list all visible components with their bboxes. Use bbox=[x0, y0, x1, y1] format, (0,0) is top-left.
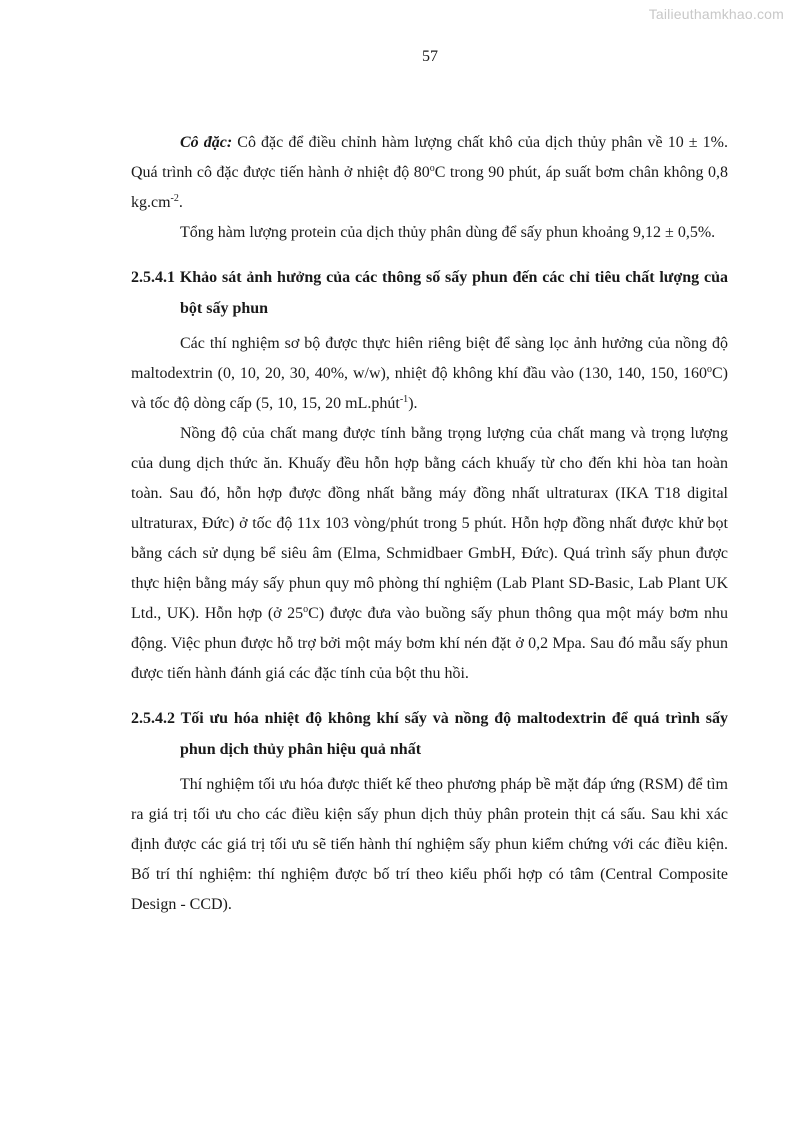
superscript: o bbox=[429, 163, 435, 174]
page-number: 57 bbox=[422, 48, 438, 65]
paragraph-text: ). bbox=[408, 395, 418, 412]
paragraph-optimization: Thí nghiệm tối ưu hóa được thiết kế theo phương pháp bề mặt đáp ứng (RSM) để tìm ra giá trị tối ưu cho các điều kiện sấy phun dịch thủy phân protein thịt cá sấu. Sau khi xác định được các giá trị tối ưu sẽ tiến hành thí nghiệm sấy phun kiểm chứng với các điều kiện. Bố trí thí nghiệm: thí nghiệm được bố trí theo kiểu phối hợp có tâm (Central Composite Design - CCD). bbox=[131, 776, 728, 913]
superscript: o bbox=[707, 364, 712, 375]
paragraph-text: C trong 90 phút, áp suất bơm chân không 0,8 kg.cm bbox=[131, 164, 728, 211]
paragraph-text: Các thí nghiệm sơ bộ được thực hiên riêng biệt để sàng lọc ảnh hưởng của nồng độ maltodextrin (0, 10, 20, 30, 40%, w/w), nhiệt độ không khí đầu vào (130, 140, 150, 160 bbox=[131, 335, 728, 382]
paragraph-protein-content: Tổng hàm lượng protein của dịch thủy phân dùng để sấy phun khoảng 9,12 ± 0,5%. bbox=[180, 224, 716, 241]
paragraph-text: Cô đặc để điều chỉnh hàm lượng chất khô của dịch thủy phân về 10 ± 1%. Quá trình cô đặc được tiến hành ở nhiệt độ 80 bbox=[131, 134, 728, 181]
paragraph-text: C) được đưa vào buồng sấy phun thông qua một máy bơm nhu động. Việc phun được hỗ trợ bởi một máy bơm khí nén đặt ở 0,2 Mpa. Sau đó mẫu sấy phun được tiến hành đánh giá các đặc tính của bột thu hồi. bbox=[131, 605, 728, 682]
paragraph-text: . bbox=[178, 194, 183, 211]
watermark-text: Tailieuthamkhao.com bbox=[648, 6, 784, 22]
superscript: -2 bbox=[170, 193, 179, 204]
section-heading-2541: 2.5.4.1 Khảo sát ảnh hưởng của các thông số sấy phun đến các chỉ tiêu chất lượng của bột sấy phun bbox=[131, 269, 728, 317]
section-heading-2542: 2.5.4.2 Tối ưu hóa nhiệt độ không khí sấy và nồng độ maltodextrin để quá trình sấy phun dịch thủy phân hiệu quả nhất bbox=[131, 710, 728, 758]
document-body bbox=[131, 128, 728, 920]
paragraph-term: Cô đặc: bbox=[180, 134, 233, 151]
superscript: o bbox=[303, 604, 309, 615]
paragraph-preliminary-experiments bbox=[131, 329, 728, 419]
superscript: -1 bbox=[399, 394, 409, 405]
paragraph-concentration bbox=[131, 128, 728, 218]
paragraph-text: C) và tốc độ dòng cấp (5, 10, 15, 20 mL.phút bbox=[131, 365, 728, 412]
paragraph-text: Nồng độ của chất mang được tính bằng trọng lượng của chất mang và trọng lượng của dung dịch thức ăn. Khuấy đều hỗn hợp bằng cách khuấy từ cho đến khi hòa tan hoàn toàn. Sau đó, hỗn hợp được đồng nhất bằng máy đồng nhất ultraturax (IKA T18 digital ultraturax, Đức) ở tốc độ 11x 103 vòng/phút trong 5 phút. Hỗn hợp đồng nhất được khử bọt bằng cách sử dụng bể siêu âm (Elma, Schmidbaer GmbH, Đức). Quá trình sấy phun được thực hiện bằng máy sấy phun quy mô phòng thí nghiệm (Lab Plant SD-Basic, Lab Plant UK Ltd., UK). Hỗn hợp (ở 25 bbox=[131, 425, 728, 622]
paragraph-carrier-concentration bbox=[131, 419, 728, 689]
